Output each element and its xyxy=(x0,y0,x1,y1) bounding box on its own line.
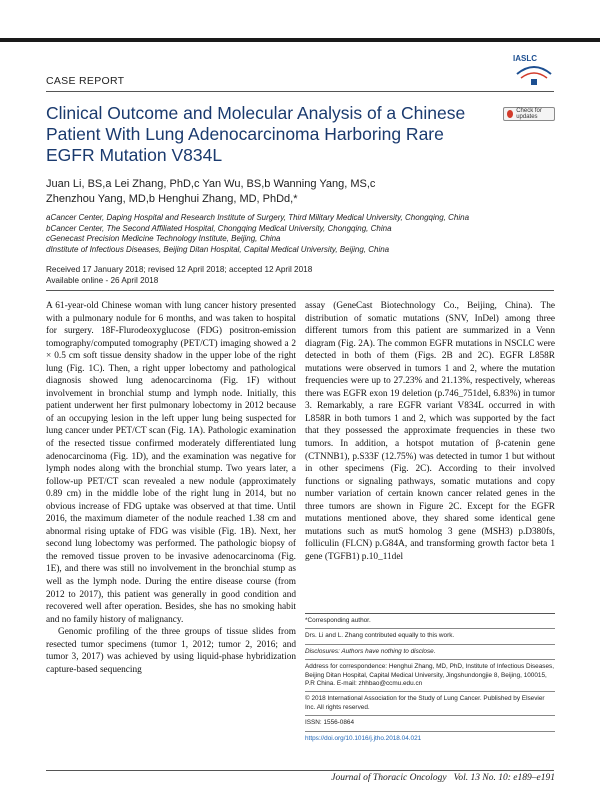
received-dates: Received 17 January 2018; revised 12 April 2018; accepted 12 April 2018 xyxy=(46,265,313,274)
corresponding-note: *Corresponding author. xyxy=(305,617,371,624)
affiliations xyxy=(46,213,566,255)
paragraph: assay (GeneCast Biotechnology Co., Beijing, China). The distribution of somatic mutations (SNV, InDel) among three different tumors from this patient are summarized in a Venn diagram (Fig. 2A). The common EGFR mutations in NSCLC were detected in both of them (Figs. 2B and 2C). EGFR L858R mutations were observed in tumors 1 and 2, where the mutation frequencies were up to 27.23% and 21.13%, respectively, whereas there was EGFR exon 19 deletion (p.746_751del, 6.83%) in tumor 3. Remarkably, a rare EGFR variant V834L occurred in with L858R in both tumors 1 and 2, which was supported by the fact that they possessed the approximate frequencies in these two tumors. In addition, a hotspot mutation of β-catenin gene (CTNNB1), p.S33F (12.75%) was detected in tumor 1 but without in other specimens (Fig. 2C). According to their involved functions or signaling pathways, somatic mutations and copy number variation of certain known cancer related genes in the three tumors are shown in Figure 2C. Except for the EGFR mutations mentioned above, they shared some identical gene mutations such as mutS homolog 3 gene (MSH3) p.D380fs, folliculin (FLCN) p.G84A, and transforming growth factor beta 1 gene (TGFB1) p.10_11del xyxy=(305,301,555,562)
correspondence-address: Address for correspondence: Henghui Zhang, MD, PhD, Institute of Infectious Diseases, Beijing Ditan Hospital, Capital Medical University, Jingshundongjie 8, Beijing, 100015, P.R China. E-mail: zhhbao@ccmu.edu.cn xyxy=(305,663,555,688)
disclosures-note: Disclosures: Authors have nothing to disclose. xyxy=(305,647,436,655)
copyright-note: © 2018 International Association for the Study of Lung Cancer. Published by Elsevier Inc. All rights reserved. xyxy=(305,695,545,711)
divider xyxy=(305,715,555,716)
author-list xyxy=(46,177,486,207)
issn: ISSN: 1556-0864 xyxy=(305,719,355,727)
authors-line-1: Juan Li, BS,a Lei Zhang, PhD,c Yan Wu, BS,b Wanning Yang, MS,c xyxy=(46,178,376,190)
journal-volume: Vol. 13 No. 10: e189–e191 xyxy=(453,773,555,783)
authors-line-2: Zhenzhou Yang, MD,b Henghui Zhang, MD, PhDd,* xyxy=(46,193,298,205)
equal-contribution-note: Drs. Li and L. Zhang contributed equally to this work. xyxy=(305,632,455,640)
journal-name: Journal of Thoracic Oncology xyxy=(331,773,447,783)
article-notes xyxy=(305,617,555,746)
online-date: Available online - 26 April 2018 xyxy=(46,275,159,285)
paragraph: A 61-year-old Chinese woman with lung cancer history presented with a pulmonary nodule for 6 months, and was taken to hospital for surgery. 18F-Flurodeoxyglucose (FDG) positron-emission tomography/computed tomography (PET/CT) imaging showed a 2 × 0.5 cm soft tissue density shadow in the upper lobe of the right lung (Fig. 1C). Then, a right upper lobectomy and pathological diagnosis showed lung adenocarcinoma (Fig. 1F) without involvement in bronchial stump and lymph node. Initially, this patient underwent her first pulmonary lobectomy in 2012 because of an occupying lesion in the left upper lung being suspected for lung cancer under PET/CT scan (Fig. 1A). Pathologic examination of the resected tissue confirmed moderately differentiated lung adenocarcinoma (Fig. 1D), and the examination was negative for lymph nodes along with the bronchial stump. Two years later, a follow-up PET/CT scan revealed a new nodule (approximately 0.89 cm) in the middle lobe of the right lung in 2014, but no obvious increase of FDG uptake was observed at that time. Until 2016, the maximum diameter of the nodule reached 1.38 cm and abnormal rising uptake of FDG was visible (Fig. 1B). Next, her second lung lobectomy was performed. The pathologic biopsy of the removed tissue proven to be invasive adenocarcinoma (Fig. 1E), and there was still no involvement in the bronchial stump as well as the lymph node. During the entire disease course (from 2012 to 2017), this patient was generally in good condition and recovered well after operation. Besides, she has no smoking habit and no family history of malignancy. xyxy=(46,301,296,625)
article-title: Clinical Outcome and Molecular Analysis of a Chinese Patient With Lung Adenocarcinoma Harboring Rare EGFR Mutation V834L xyxy=(46,103,466,165)
body-column-right xyxy=(305,300,555,563)
journal-footer xyxy=(310,773,555,783)
paragraph: Genomic profiling of the three groups of tissue slides from resected tumor specimens (tumor 1, 2012; tumor 2, 2016; and tumor 3, 2017) was achieved by using liquid-phase hybridization capture-based sequencing xyxy=(46,627,296,675)
check-for-updates-button[interactable] xyxy=(503,107,555,121)
divider xyxy=(46,91,554,92)
divider xyxy=(305,628,555,629)
journal-logo-text: IASLC xyxy=(513,54,537,63)
check-for-updates-label: Check for updates xyxy=(516,108,542,120)
divider xyxy=(305,691,555,692)
divider xyxy=(46,770,554,771)
update-badge-icon xyxy=(507,110,513,118)
body-column-left xyxy=(46,300,296,676)
affiliation-a: aCancer Center, Daping Hospital and Research Institute of Surgery, Third Military Medical University, Chongqing, China xyxy=(46,213,470,222)
divider xyxy=(305,659,555,660)
article-dates xyxy=(46,265,566,286)
affiliation-b: bCancer Center, The Second Affiliated Hospital, Chongqing Medical University, Chongqing, China xyxy=(46,223,392,233)
divider xyxy=(46,290,554,291)
doi-link[interactable]: https://doi.org/10.1016/j.jtho.2018.04.021 xyxy=(305,734,422,742)
affiliation-c: cGenecast Precision Medicine Technology Institute, Beijing, China xyxy=(46,234,281,244)
top-bar xyxy=(0,38,600,42)
divider xyxy=(305,644,555,645)
divider xyxy=(305,613,555,614)
section-label: CASE REPORT xyxy=(46,75,125,87)
divider xyxy=(305,731,555,732)
affiliation-d: dInstitute of Infectious Diseases, Beijing Ditan Hospital, Capital Medical University, Beijing, China xyxy=(46,244,390,254)
